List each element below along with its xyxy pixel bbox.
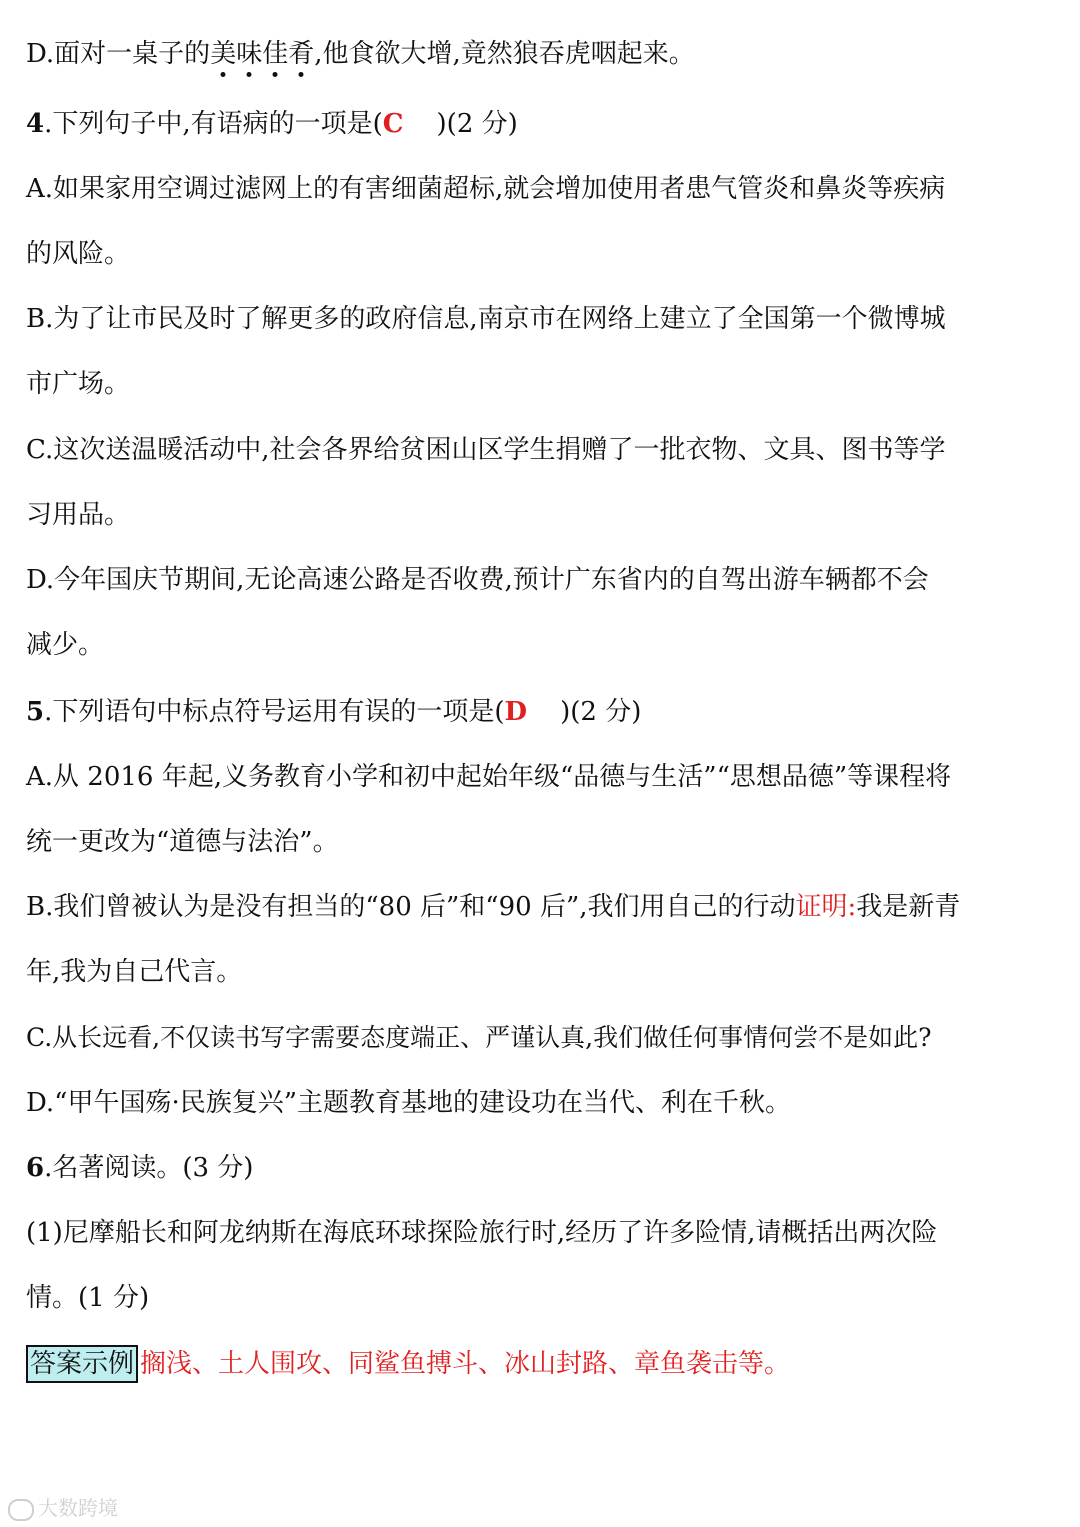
q6-sub1-line2: 情。(1 分) (26, 1283, 150, 1313)
q5-answer: D (504, 697, 528, 727)
q6-sub1-line1: (1)尼摩船长和阿龙纳斯在海底环球探险旅行时,经历了许多险情,请概括出两次险 (26, 1218, 938, 1248)
q4-option-c-line2: 习用品。 (26, 500, 131, 530)
watermark-logo-icon (8, 1499, 34, 1521)
q4-option-d-line1: D.今年国庆节期间,无论高速公路是否收费,预计广东省内的自驾出游车辆都不会 (26, 565, 929, 595)
q6-answer-line (26, 1344, 1066, 1384)
watermark: 大数跨境 (8, 1492, 118, 1521)
highlighted-error: 证明: (795, 892, 857, 922)
q4-option-a-line1: A.如果家用空调过滤网上的有害细菌超标,就会增加使用者患气管炎和鼻炎等疾病 (26, 174, 946, 204)
q4-option-b-line1: B.为了让市民及时了解更多的政府信息,南京市在网络上建立了全国第一个微博城 (26, 304, 946, 334)
q3-option-d: D.面对一桌子的美味佳肴,他食欲大增,竟然狼吞虎咽起来。 (26, 39, 695, 69)
q4-option-b-line2: 市广场。 (26, 369, 131, 399)
q4-option-d-line2: 减少。 (26, 630, 105, 660)
q6-stem: 6.名著阅读。(3 分) (26, 1153, 254, 1183)
q5-option-b-line1: B.我们曾被认为是没有担当的“80 后”和“90 后”,我们用自己的行动证明:我是新青 (26, 892, 961, 922)
q4-stem: 4.下列句子中,有语病的一项是(C )(2 分) (26, 109, 518, 139)
q6-answer: 搁浅、土人围攻、同鲨鱼搏斗、冰山封路、章鱼袭击等。 (140, 1349, 791, 1379)
q4-option-c-line1: C.这次送温暖活动中,社会各界给贫困山区学生捐赠了一批衣物、文具、图书等学 (26, 435, 946, 465)
q5-option-a-line1: A.从 2016 年起,义务教育小学和初中起始年级“品德与生活”“思想品德”等课程将 (26, 762, 952, 792)
q5-stem: 5.下列语句中标点符号运用有误的一项是(D )(2 分) (26, 697, 642, 727)
q5-option-d-line1: D.“甲午国殇·民族复兴”主题教育基地的建设功在当代、利在千秋。 (26, 1088, 792, 1118)
q4-answer: C (382, 109, 404, 139)
q4-option-a-line2: 的风险。 (26, 239, 131, 269)
q5-option-c-line1: C.从长远看,不仅读书写字需要态度端正、严谨认真,我们做任何事情何尝不是如此? (26, 1023, 932, 1052)
dotted-emphasis: 美味佳肴 (210, 39, 315, 69)
q5-option-a-line2: 统一更改为“道德与法治”。 (26, 827, 339, 857)
answer-example-tag: 答案示例 (26, 1345, 138, 1383)
q5-option-b-line2: 年,我为自己代言。 (26, 957, 243, 987)
